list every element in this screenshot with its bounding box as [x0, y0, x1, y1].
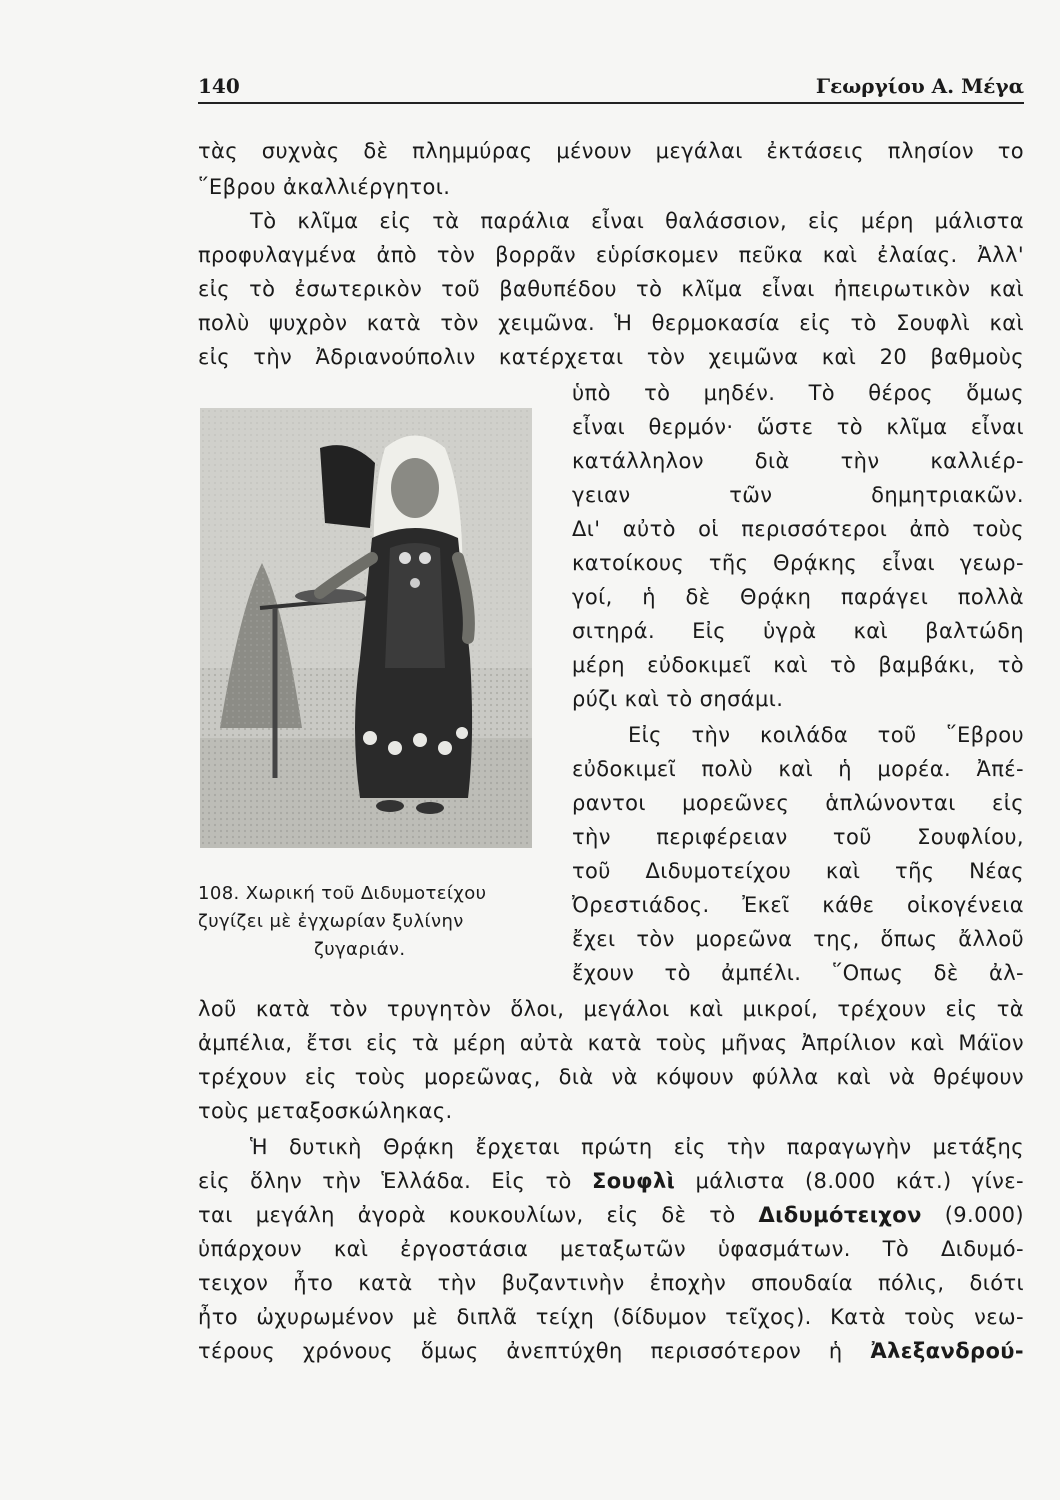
running-title: Γεωργίου Α. Μέγα — [815, 74, 1024, 98]
page-number: 140 — [198, 74, 240, 98]
text-line: Δι' αὐτὸ οἱ περισσότεροι ἀπὸ τοὺς — [572, 517, 1024, 541]
text-line: τοὺς μεταξοσκώληκας. — [198, 1099, 453, 1123]
text-line: ἀμπέλια, ἔτσι εἰς τὰ μέρη αὐτὰ κατὰ τοὺς μῆνας Ἀπρίλιον καὶ Μάϊον — [198, 1031, 1024, 1055]
text-line: ὑπὸ τὸ μηδέν. Τὸ θέρος ὅμως — [572, 381, 1024, 405]
place-name-bold: Ἀλεξανδρού- — [870, 1339, 1024, 1363]
text-line: εἰς τὴν Ἀδριανούπολιν κατέρχεται τὸν χειμῶνα καὶ 20 βαθμοὺς — [198, 345, 1024, 369]
text-line: Τὸ κλῖμα εἰς τὰ παράλια εἶναι θαλάσσιον, εἰς μέρη μάλιστα — [250, 209, 1024, 233]
text-line: ραντοι μορεῶνες ἁπλώνονται εἰς — [572, 791, 1024, 815]
text-line: ῞Εβρου ἀκαλλιέργητοι. — [198, 175, 451, 199]
text-line — [198, 1336, 1024, 1366]
text-run: μάλιστα (8.000 κάτ.) γίνε- — [695, 1169, 1024, 1193]
figure-caption-line: ζυγίζει μὲ ἐγχωρίαν ξυλίνην — [198, 911, 464, 932]
text-run: ται μεγάλη ἀγορὰ κουκουλίων, εἰς δὲ τὸ — [198, 1203, 736, 1227]
text-line: εἶναι θερμόν· ὥστε τὸ κλῖμα εἶναι — [572, 415, 1024, 439]
text-line: τὴν περιφέρειαν τοῦ Σουφλίου, — [572, 825, 1024, 849]
place-name-bold: Διδυμότειχον — [758, 1203, 922, 1227]
page-header — [198, 72, 1024, 104]
figure-caption-line: 108. Χωρική τοῦ Διδυμοτείχου — [198, 883, 487, 904]
text-line: μέρη εὐδοκιμεῖ καὶ τὸ βαμβάκι, τὸ — [572, 653, 1024, 677]
photo-illustration — [200, 408, 532, 848]
text-line: εὐδοκιμεῖ πολὺ καὶ ἡ μορέα. Ἀπέ- — [572, 757, 1024, 781]
text-line: τρέχουν εἰς τοὺς μορεῶνας, διὰ νὰ κόψουν φύλλα καὶ νὰ θρέψουν — [198, 1065, 1024, 1089]
text-line: ρύζι καὶ τὸ σησάμι. — [572, 687, 784, 711]
text-line: προφυλαγμένα ἀπὸ τὸν βορρᾶν εὑρίσκομεν πεῦκα καὶ ἐλαίας. Ἀλλ' — [198, 243, 1024, 267]
place-name-bold: Σουφλὶ — [591, 1169, 676, 1193]
figure-photo — [200, 408, 532, 848]
text-run: εἰς ὅλην τὴν Ἑλλάδα. Εἰς τὸ — [198, 1169, 572, 1193]
text-line: κατάλληλον διὰ τὴν καλλιέρ- — [572, 449, 1024, 473]
text-line: Ὀρεστιάδος. Ἐκεῖ κάθε οἰκογένεια — [572, 893, 1024, 917]
text-line: γοί, ἡ δὲ Θρᾴκη παράγει πολλὰ — [572, 585, 1024, 609]
text-line: σιτηρά. Εἰς ὑγρὰ καὶ βαλτώδη — [572, 619, 1024, 643]
text-line: τὰς συχνὰς δὲ πλημμύρας μένουν μεγάλαι ἐκτάσεις πλησίον το — [198, 139, 1024, 163]
text-line: τειχον ἦτο κατὰ τὴν βυζαντινὴν ἐποχὴν σπουδαία πόλις, διότι — [198, 1271, 1024, 1295]
text-line: πολὺ ψυχρὸν κατὰ τὸν χειμῶνα. Ἡ θερμοκασία εἰς τὸ Σουφλὶ καὶ — [198, 311, 1024, 335]
text-line: κατοίκους τῆς Θρᾴκης εἶναι γεωρ- — [572, 551, 1024, 575]
figure-caption-line: ζυγαριάν. — [314, 939, 406, 960]
text-run: τέρους χρόνους ὅμως ἀνεπτύχθη περισσότερον ἡ — [198, 1339, 843, 1363]
text-line: ἦτο ὠχυρωμένον μὲ διπλᾶ τείχη (δίδυμον τεῖχος). Κατὰ τοὺς νεω- — [198, 1305, 1024, 1329]
text-line: γειαν τῶν δημητριακῶν. — [572, 483, 1024, 507]
text-line: ἔχουν τὸ ἀμπέλι. ῞Οπως δὲ ἀλ- — [572, 961, 1024, 985]
text-line: τοῦ Διδυμοτείχου καὶ τῆς Νέας — [572, 859, 1024, 883]
text-line: ὑπάρχουν καὶ ἐργοστάσια μεταξωτῶν ὑφασμάτων. Τὸ Διδυμό- — [198, 1237, 1024, 1261]
text-line — [198, 1200, 1024, 1230]
text-line — [198, 1166, 1024, 1196]
text-line: εἰς τὸ ἐσωτερικὸν τοῦ βαθυπέδου τὸ κλῖμα εἶναι ἠπειρωτικὸν καὶ — [198, 277, 1024, 301]
text-line: λοῦ κατὰ τὸν τρυγητὸν ὅλοι, μεγάλοι καὶ μικροί, τρέχουν εἰς τὰ — [198, 997, 1024, 1021]
text-line: ἔχει τὸν μορεῶνα της, ὅπως ἄλλοῦ — [572, 927, 1024, 951]
text-line: Ἡ δυτικὴ Θρᾴκη ἔρχεται πρώτη εἰς τὴν παραγωγὴν μετάξης — [250, 1135, 1024, 1159]
text-run: (9.000) — [944, 1203, 1024, 1227]
text-line: Εἰς τὴν κοιλάδα τοῦ ῞Εβρου — [628, 723, 1024, 747]
